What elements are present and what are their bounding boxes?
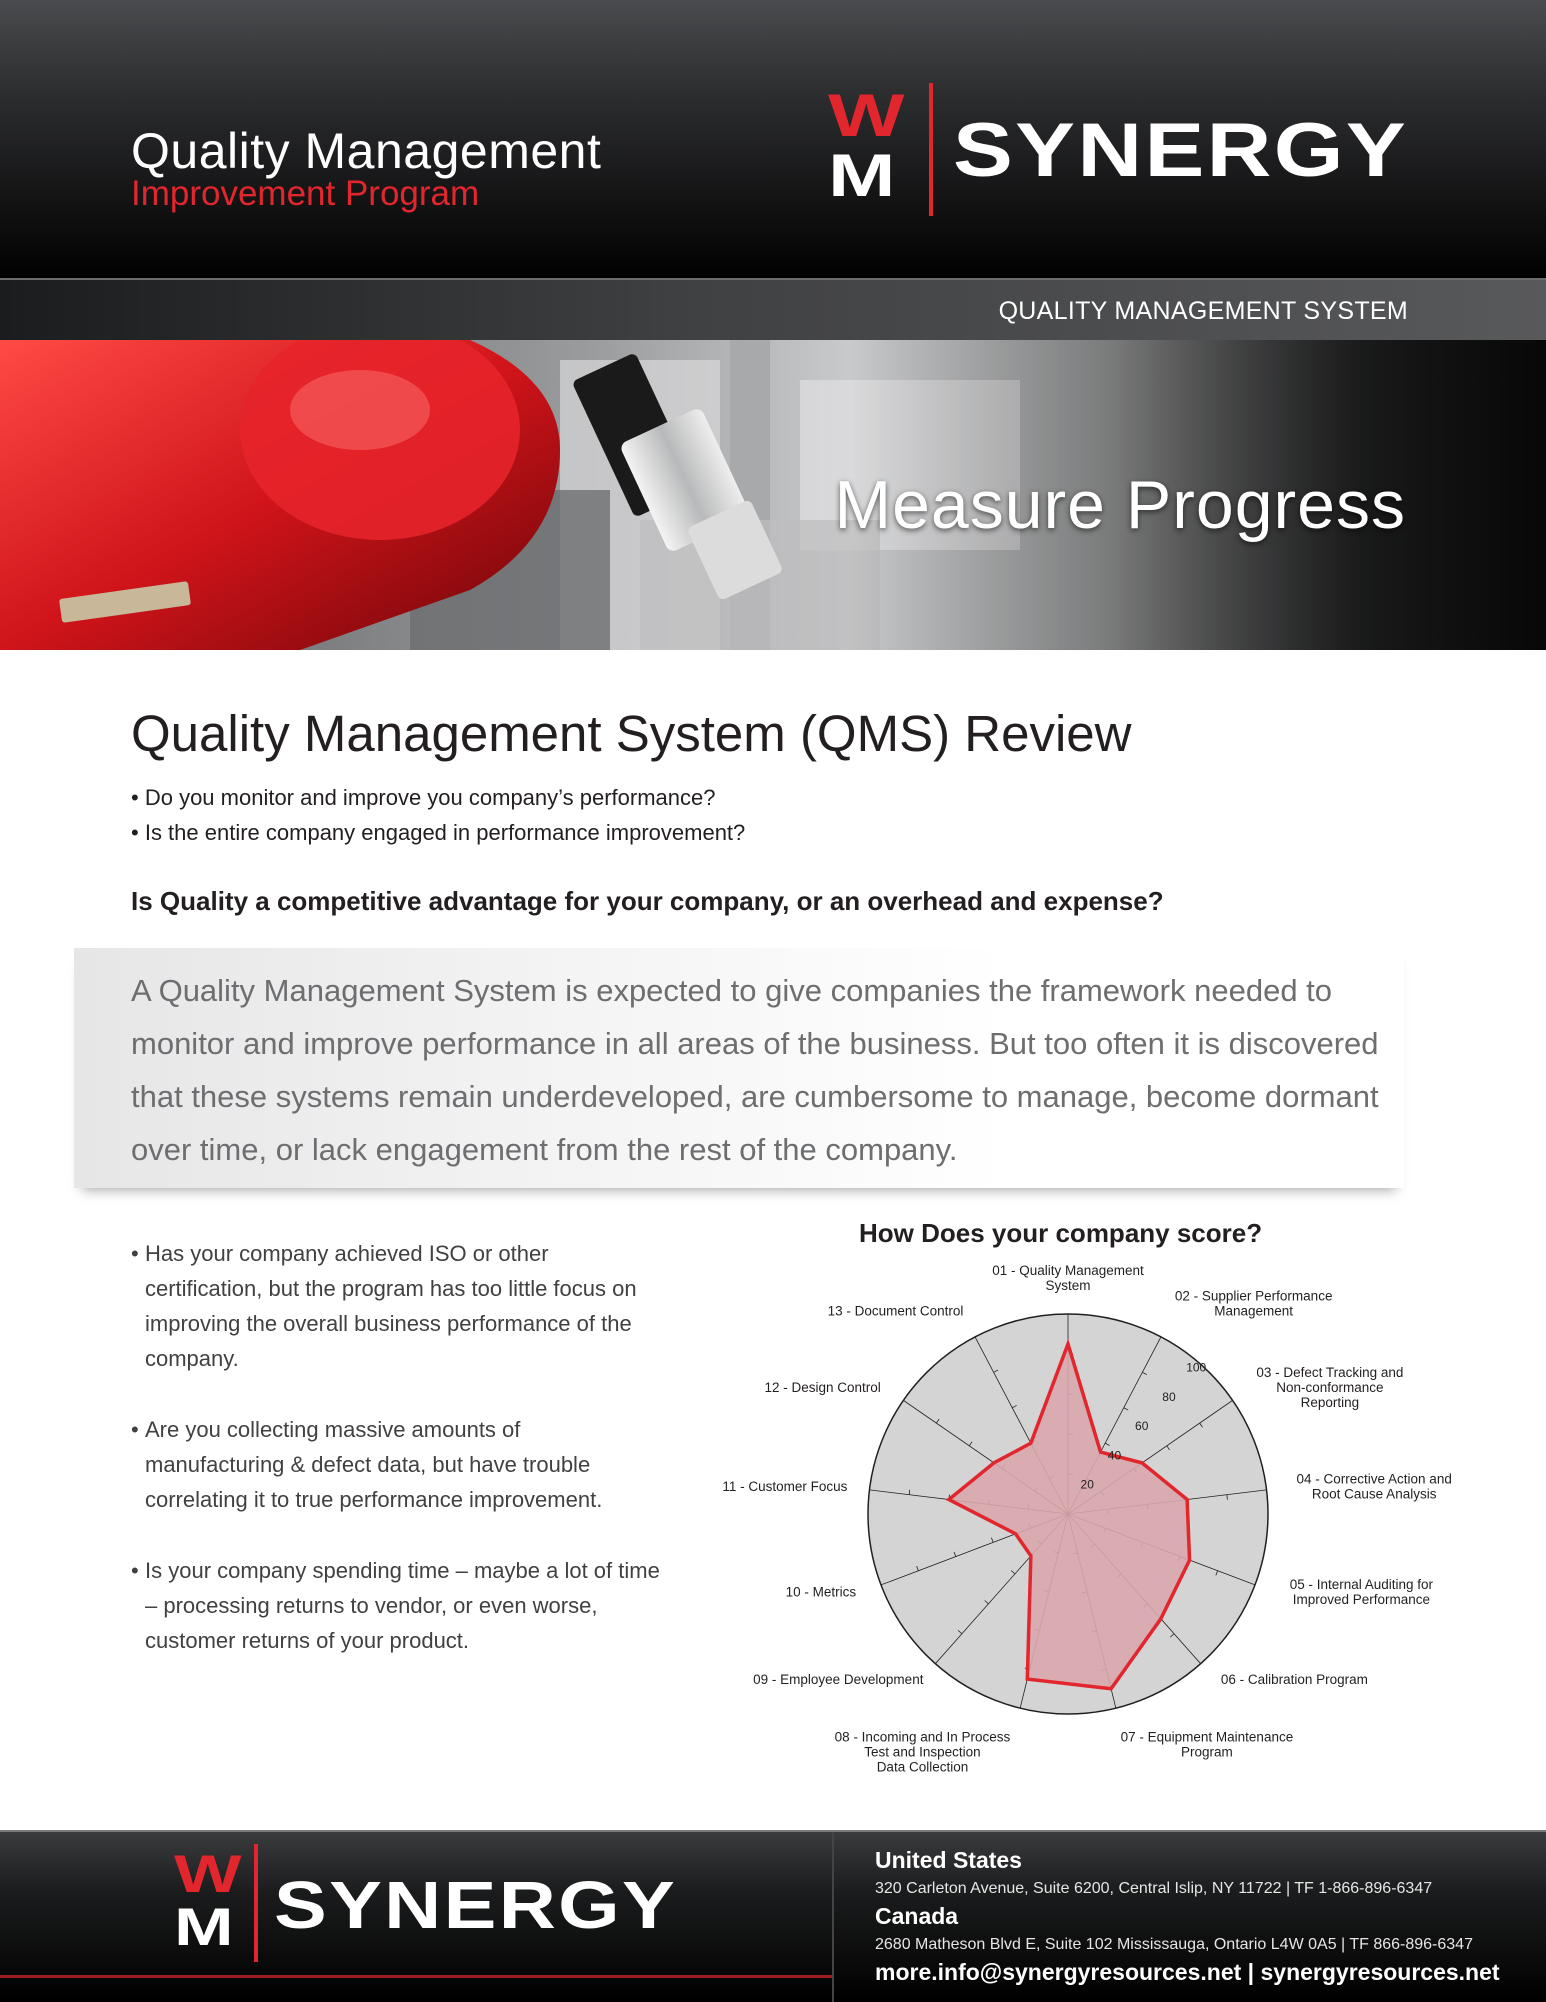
radar-axis-label: Non-conformance bbox=[1276, 1379, 1384, 1395]
radar-data-point bbox=[1029, 1442, 1032, 1445]
radar-axis-label: Test and Inspection bbox=[864, 1744, 981, 1760]
radar-data-point bbox=[1188, 1559, 1191, 1562]
radar-axis-label: 02 - Supplier Performance bbox=[1174, 1288, 1333, 1304]
radar-axis-label: 12 - Design Control bbox=[764, 1379, 881, 1395]
radar-axis-label: 11 - Customer Focus bbox=[722, 1479, 848, 1495]
logo-divider bbox=[929, 83, 933, 216]
band-label: QUALITY MANAGEMENT SYSTEM bbox=[998, 297, 1408, 325]
logo-letter-w: W bbox=[828, 82, 905, 149]
section-band bbox=[0, 278, 1546, 342]
radar-axis-label: 01 - Quality Management bbox=[992, 1263, 1144, 1278]
radar-tick-label: 40 bbox=[1107, 1448, 1122, 1463]
question-text: Do you monitor and improve you company’s performance? bbox=[144, 785, 716, 810]
question-item bbox=[131, 785, 716, 811]
bullet-marker: • bbox=[131, 1417, 139, 1442]
list-item bbox=[131, 1236, 661, 1376]
radar-axis-label: 09 - Employee Development bbox=[753, 1672, 924, 1688]
contact-links[interactable]: more.info@synergyresources.net | synergyresources.net bbox=[875, 1959, 1500, 1985]
radar-axis-label: Program bbox=[1181, 1744, 1233, 1760]
question-text: Is the entire company engaged in performance improvement? bbox=[144, 820, 746, 845]
callout-text: A Quality Management System is expected to give companies the framework needed to monitor and improve performance in all areas of the business. But too often it is discovered that these systems remain underdeveloped, are cumbersome to manage, become dormant over time, or lack engagement from the rest of the company. bbox=[131, 973, 1379, 1167]
canada-office-address: 2680 Matheson Blvd E, Suite 102 Mississauga, Ontario L4W 0A5 | TF 866-896-6347 bbox=[875, 1936, 1473, 1953]
radar-axis-label: 03 - Defect Tracking and bbox=[1256, 1364, 1404, 1380]
list-item bbox=[131, 1553, 661, 1658]
radar-data-point bbox=[992, 1461, 995, 1464]
bullet-marker: • bbox=[131, 820, 139, 845]
radar-tick-label: 20 bbox=[1080, 1477, 1094, 1492]
radar-data-point bbox=[1186, 1498, 1189, 1501]
page-title: Quality Management System (QMS) Review bbox=[131, 705, 1132, 762]
hero-title: Measure Progress bbox=[834, 467, 1406, 543]
page-header bbox=[0, 0, 1546, 280]
radar-axis-label: 07 - Equipment Maintenance bbox=[1120, 1729, 1294, 1745]
radar-axis-label: Improved Performance bbox=[1292, 1592, 1431, 1608]
wm-logo-mark bbox=[828, 82, 905, 209]
radar-axis-label: Management bbox=[1214, 1303, 1294, 1319]
program-subtitle: Improvement Program bbox=[131, 174, 480, 213]
radar-data-point bbox=[1141, 1461, 1144, 1464]
radar-data-point bbox=[1159, 1617, 1162, 1620]
radar-axis-label: 05 - Internal Auditing for bbox=[1289, 1577, 1434, 1593]
page-footer bbox=[0, 1830, 1546, 2002]
radar-axis-label: Root Cause Analysis bbox=[1311, 1486, 1437, 1502]
bullet-marker: • bbox=[131, 785, 139, 810]
bullet-marker: • bbox=[131, 1241, 139, 1266]
question-item bbox=[131, 820, 745, 846]
radar-axis-label: 13 - Document Control bbox=[827, 1303, 964, 1319]
radar-data-point bbox=[1110, 1687, 1113, 1690]
radar-tick-label: 80 bbox=[1162, 1389, 1176, 1404]
radar-data-point bbox=[1026, 1678, 1029, 1681]
key-question: Is Quality a competitive advantage for your company, or an overhead and expense? bbox=[131, 886, 1164, 916]
radar-axis-label: System bbox=[1045, 1278, 1091, 1293]
radar-axis-label: Data Collection bbox=[876, 1759, 969, 1775]
chart-title: How Does your company score? bbox=[859, 1218, 1263, 1248]
radar-data-point bbox=[1029, 1554, 1032, 1557]
radar-data-point bbox=[1099, 1451, 1102, 1454]
footer-divider bbox=[832, 1832, 834, 2002]
program-title: Quality Management bbox=[131, 123, 602, 179]
radar-tick-label: 100 bbox=[1186, 1360, 1207, 1375]
radar-axis-label: 04 - Corrective Action and bbox=[1296, 1471, 1452, 1487]
radar-axis-label: 06 - Calibration Program bbox=[1220, 1672, 1368, 1688]
synergy-wordmark: SYNERGY bbox=[274, 1868, 678, 1943]
list-item-text: Are you collecting massive amounts of manufacturing & defect data, but have trouble correlating it to true performance improvement. bbox=[145, 1417, 603, 1512]
radar-data-point bbox=[1014, 1532, 1017, 1535]
synergy-wordmark: SYNERGY bbox=[953, 108, 1409, 193]
footer-accent-line bbox=[0, 1975, 832, 1978]
logo-letter-m: M bbox=[828, 142, 896, 209]
radar-data-point bbox=[1067, 1343, 1070, 1346]
list-item bbox=[131, 1412, 661, 1517]
wm-logo-mark bbox=[174, 1845, 242, 1957]
logo-letter-w: W bbox=[174, 1845, 242, 1904]
logo-letter-m: M bbox=[174, 1898, 234, 1957]
canada-office-heading: Canada bbox=[875, 1903, 959, 1929]
bullet-marker: • bbox=[131, 1558, 139, 1583]
radar-axis-label: 10 - Metrics bbox=[785, 1584, 857, 1600]
radar-chart bbox=[700, 1250, 1480, 1790]
list-item-text: Is your company spending time – maybe a lot of time – processing returns to vendor, or even worse, customer returns of your product. bbox=[145, 1558, 660, 1653]
radar-axis-label: Reporting bbox=[1300, 1394, 1360, 1410]
hero-banner bbox=[0, 340, 1546, 650]
callout-box bbox=[74, 948, 1404, 1188]
list-item-text: Has your company achieved ISO or other certification, but the program has too little focus on improving the overall business performance of the company. bbox=[145, 1241, 637, 1371]
radar-axis-label: 08 - Incoming and In Process bbox=[834, 1729, 1011, 1745]
radar-tick-label: 60 bbox=[1135, 1419, 1149, 1434]
logo-divider bbox=[254, 1844, 258, 1962]
us-office-address: 320 Carleton Avenue, Suite 6200, Central Islip, NY 11722 | TF 1-866-896-6347 bbox=[875, 1880, 1433, 1897]
us-office-heading: United States bbox=[875, 1847, 1022, 1873]
radar-data-point bbox=[947, 1498, 950, 1501]
